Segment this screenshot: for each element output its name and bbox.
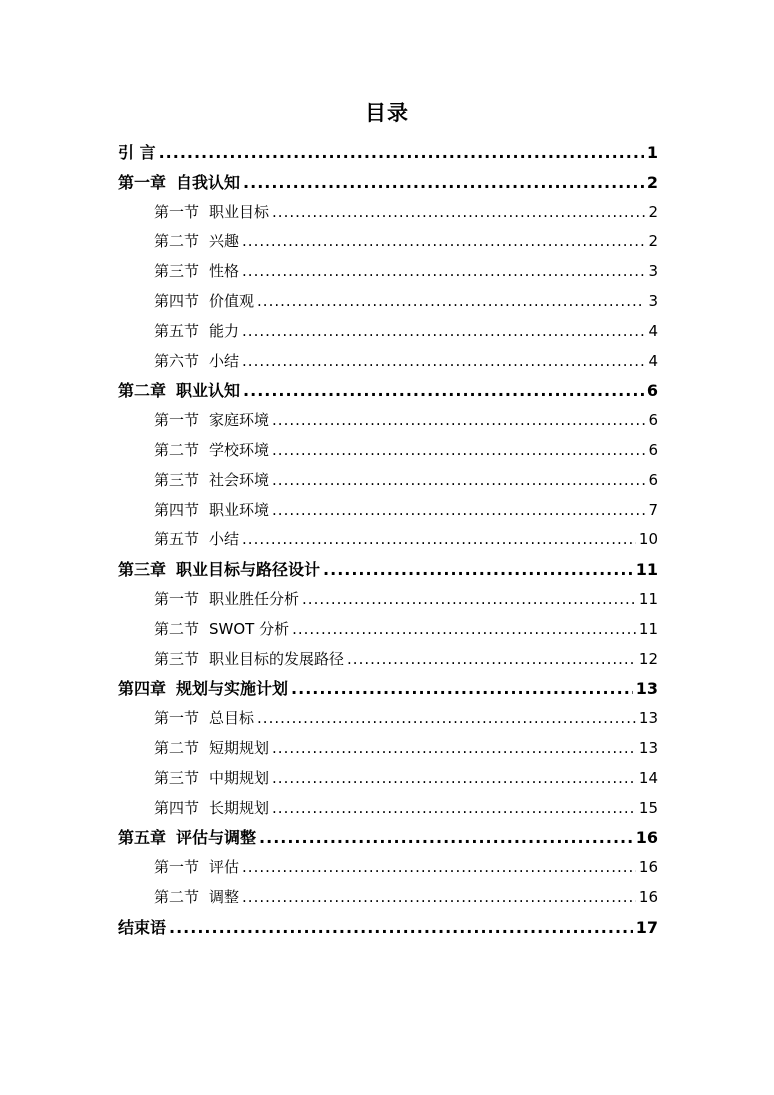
toc-entry-label: 学校环境 [209, 440, 270, 459]
toc-chapter-row[interactable] [118, 376, 658, 406]
dot-leader [302, 585, 636, 615]
toc-page-number: 11 [638, 619, 658, 638]
toc-chapter-row[interactable] [118, 555, 658, 585]
toc-chapter-row[interactable] [118, 138, 658, 168]
toc-entry-number: 第五节 [154, 321, 200, 340]
toc-section-row[interactable] [118, 198, 658, 228]
toc-entry-number: 第五章 [118, 828, 167, 848]
toc-section-row[interactable] [118, 496, 658, 526]
toc-entry-label: 规划与实施计划 [176, 679, 289, 699]
dot-leader [242, 525, 636, 555]
toc-entry-label: 性格 [209, 262, 240, 281]
toc-entry-label: 职业目标的发展路径 [209, 649, 345, 668]
toc-page-number: 6 [648, 411, 658, 430]
toc-page-number: 2 [648, 202, 658, 221]
toc-entry-number: 第一节 [154, 411, 200, 430]
toc-page-number: 16 [635, 828, 658, 848]
toc-entry-label: 价值观 [209, 291, 255, 310]
toc-entry-label: 家庭环境 [209, 411, 270, 430]
dot-leader [323, 555, 633, 585]
toc-entry-number: 第三节 [154, 262, 200, 281]
toc-entry-label: 社会环境 [209, 470, 270, 489]
toc-section-row[interactable] [118, 287, 658, 317]
toc-section-row[interactable] [118, 794, 658, 824]
toc-section-row[interactable] [118, 466, 658, 496]
toc-entry-label: SWOT 分析 [209, 619, 290, 638]
toc-section-row[interactable] [118, 615, 658, 645]
toc-page-number: 16 [638, 858, 658, 877]
toc-section-row[interactable] [118, 704, 658, 734]
toc-entry-label: 自我认知 [176, 172, 241, 192]
dot-leader [242, 317, 645, 347]
dot-leader [257, 704, 636, 734]
toc-section-row[interactable] [118, 764, 658, 794]
dot-leader [242, 347, 645, 377]
toc-entry-number: 第一节 [154, 589, 200, 608]
toc-entry-label: 职业认知 [176, 381, 241, 401]
toc-entry-number: 第六节 [154, 351, 200, 370]
dot-leader [272, 496, 645, 526]
toc-entry-number: 第一节 [154, 202, 200, 221]
dot-leader [257, 287, 645, 317]
toc-section-row[interactable] [118, 585, 658, 615]
dot-leader [243, 376, 644, 406]
dot-leader [272, 794, 636, 824]
toc-entry-number: 第二节 [154, 440, 200, 459]
toc-entry-number: 第五节 [154, 530, 200, 549]
toc-entry-label: 职业目标与路径设计 [176, 560, 321, 580]
toc-entry-number: 第二章 [118, 381, 167, 401]
toc-section-row[interactable] [118, 853, 658, 883]
toc-page-number: 1 [646, 143, 658, 162]
toc-section-row[interactable] [118, 227, 658, 257]
toc-entry-number: 第四节 [154, 798, 200, 817]
toc-entry-label: 职业环境 [209, 500, 270, 519]
toc-page-number: 11 [635, 560, 658, 580]
toc-page-number: 7 [648, 500, 658, 519]
dot-leader [347, 645, 636, 675]
dot-leader [292, 615, 636, 645]
toc-entry-label: 中期规划 [209, 768, 270, 787]
toc-entry-number: 第二节 [154, 619, 200, 638]
toc-chapter-row[interactable] [118, 168, 658, 198]
toc-entry-number: 第二节 [154, 232, 200, 251]
toc-entry-number: 第四章 [118, 679, 167, 699]
dot-leader [272, 764, 636, 794]
dot-leader [272, 198, 645, 228]
toc-section-row[interactable] [118, 734, 658, 764]
toc-entry-number: 第四节 [154, 291, 200, 310]
toc-entry-label: 评估 [209, 858, 240, 877]
toc-entry-label: 兴趣 [209, 232, 240, 251]
dot-leader [272, 734, 636, 764]
toc-section-row[interactable] [118, 645, 658, 675]
toc-entry-label: 调整 [209, 887, 240, 906]
toc-entry-label: 总目标 [209, 709, 255, 728]
toc-page-number: 10 [638, 530, 658, 549]
toc-page-number: 15 [638, 798, 658, 817]
toc-page-number: 6 [646, 381, 658, 401]
toc-entry-label: 小结 [209, 351, 240, 370]
dot-leader [242, 227, 645, 257]
toc-entry-number: 第三节 [154, 470, 200, 489]
dot-leader [242, 853, 636, 883]
toc-chapter-row[interactable] [118, 674, 658, 704]
toc-entry-label: 短期规划 [209, 738, 270, 757]
toc-page-number: 3 [648, 291, 658, 310]
toc-section-row[interactable] [118, 257, 658, 287]
toc-page-number: 3 [648, 262, 658, 281]
toc-entry-label: 能力 [209, 321, 240, 340]
dot-leader [272, 436, 645, 466]
toc-entry-label: 评估与调整 [176, 828, 257, 848]
dot-leader [291, 674, 633, 704]
toc-entry-number: 第一节 [154, 858, 200, 877]
toc-entry-label: 长期规划 [209, 798, 270, 817]
toc-title: 目录 [365, 101, 409, 125]
toc-section-row[interactable] [118, 525, 658, 555]
dot-leader [242, 883, 636, 913]
toc-entry-label: 小结 [209, 530, 240, 549]
toc-entry-number: 第三节 [154, 649, 200, 668]
dot-leader [272, 406, 645, 436]
toc-section-row[interactable] [118, 883, 658, 913]
toc-page-number: 13 [635, 679, 658, 699]
dot-leader [272, 466, 645, 496]
dot-leader [169, 913, 633, 943]
dot-leader [243, 168, 644, 198]
toc-page-number: 11 [638, 589, 658, 608]
dot-leader [242, 257, 645, 287]
toc-entry-label: 职业胜任分析 [209, 589, 300, 608]
toc-page-number: 16 [638, 887, 658, 906]
table-of-contents [118, 138, 658, 943]
toc-entry-label: 职业目标 [209, 202, 270, 221]
toc-page-number: 2 [646, 172, 658, 192]
toc-entry-number: 第四节 [154, 500, 200, 519]
toc-section-row[interactable] [118, 406, 658, 436]
toc-entry-label: 引 言 [118, 143, 156, 162]
toc-page-number: 2 [648, 232, 658, 251]
toc-entry-number: 第二节 [154, 738, 200, 757]
toc-page-number: 13 [638, 738, 658, 757]
toc-page-number: 17 [635, 917, 658, 937]
toc-entry-number: 第一节 [154, 709, 200, 728]
toc-section-row[interactable] [118, 436, 658, 466]
toc-page-number: 6 [648, 440, 658, 459]
toc-entry-number: 第二节 [154, 887, 200, 906]
toc-page-number: 13 [638, 709, 658, 728]
dot-leader [259, 823, 633, 853]
toc-section-row[interactable] [118, 317, 658, 347]
toc-section-row[interactable] [118, 347, 658, 377]
toc-page-number: 4 [648, 351, 658, 370]
toc-entry-number: 第一章 [118, 172, 167, 192]
dot-leader [159, 138, 644, 168]
toc-entry-number: 第三章 [118, 560, 167, 580]
toc-page-number: 12 [638, 649, 658, 668]
toc-entry-number: 第三节 [154, 768, 200, 787]
toc-chapter-row[interactable] [118, 823, 658, 853]
toc-entry-label: 结束语 [118, 917, 167, 937]
toc-page-number: 14 [638, 768, 658, 787]
toc-page-number: 4 [648, 321, 658, 340]
toc-chapter-row[interactable] [118, 913, 658, 943]
toc-page-number: 6 [648, 470, 658, 489]
